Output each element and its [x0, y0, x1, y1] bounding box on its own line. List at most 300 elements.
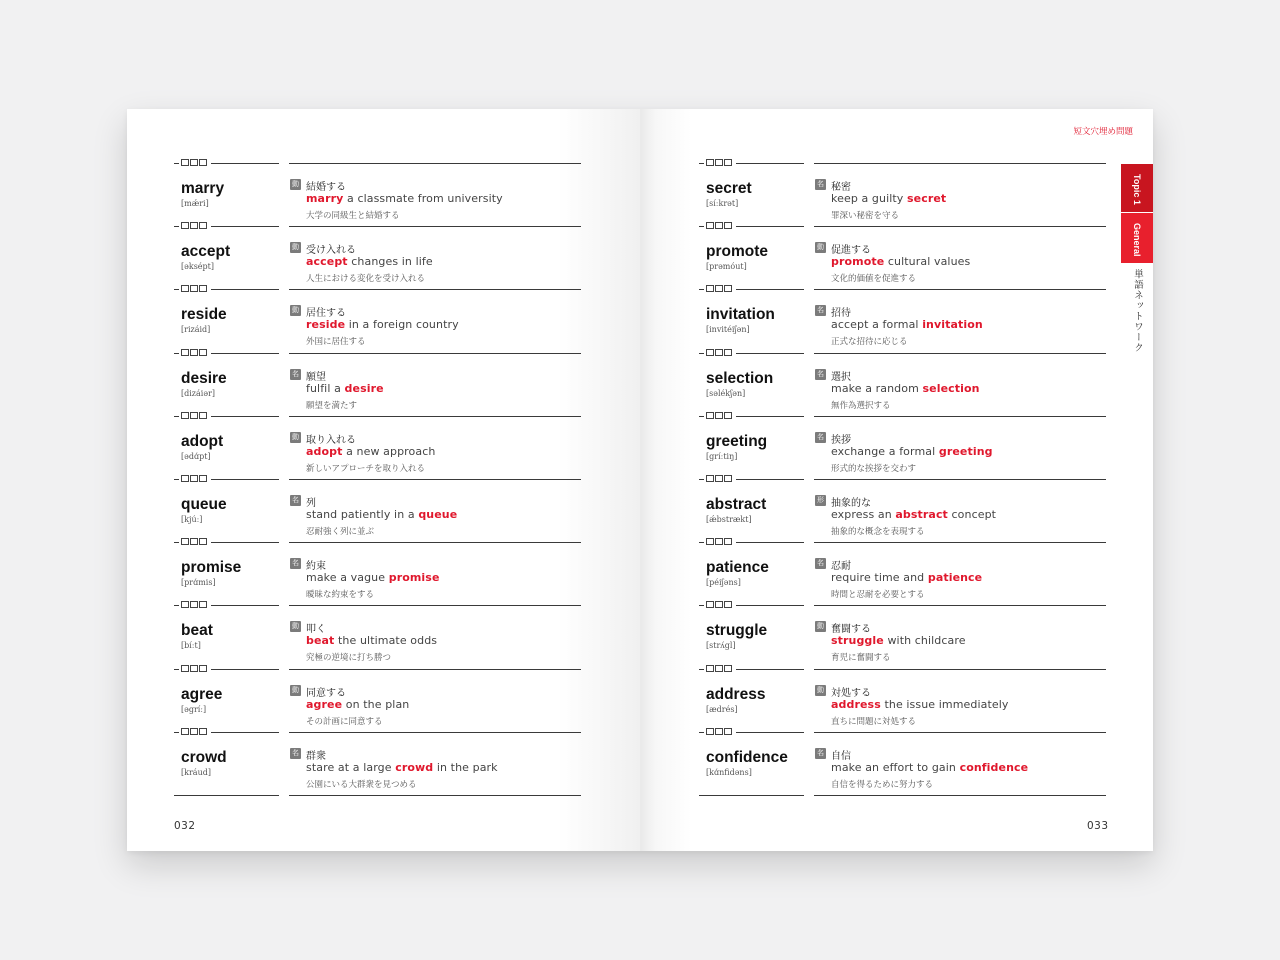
pronunciation: [invitéiʃən]	[706, 325, 750, 335]
entry-rule	[736, 416, 804, 417]
checkbox[interactable]	[190, 475, 198, 482]
japanese-meaning: 対処する	[831, 687, 871, 699]
check-boxes[interactable]	[706, 665, 732, 672]
entry-rule	[814, 416, 1106, 417]
checkbox[interactable]	[181, 412, 189, 419]
entry-rule	[211, 605, 279, 606]
checkbox[interactable]	[706, 538, 714, 545]
entry-rule	[699, 479, 704, 480]
entry-rule	[174, 669, 179, 670]
headword: abstract	[706, 496, 767, 513]
part-of-speech-badge: 名	[817, 369, 824, 378]
example-phrase	[831, 255, 970, 268]
headword: adopt	[181, 432, 224, 450]
check-boxes[interactable]	[181, 665, 207, 672]
example-translation: 公園にいる大群衆を見つめる	[306, 779, 417, 790]
example-translation: 外国に居住する	[306, 337, 366, 348]
part-of-speech-badge: 名	[292, 369, 299, 378]
entry-rule	[211, 669, 279, 670]
entry-rule	[699, 289, 704, 290]
example-phrase	[831, 634, 966, 647]
pronunciation: [kjúː]	[181, 515, 203, 524]
checkbox[interactable]	[181, 349, 189, 356]
checkbox[interactable]	[715, 159, 723, 166]
bottom-rule-left	[699, 795, 804, 796]
entry-rule	[289, 479, 581, 480]
vocab-entry	[640, 289, 1153, 352]
checkbox[interactable]	[706, 349, 714, 356]
part-of-speech-badge: 名	[292, 748, 299, 757]
entry-rule	[699, 732, 704, 733]
example-translation: 究極の逆境に打ち勝つ	[306, 653, 392, 664]
example-phrase	[306, 382, 384, 395]
entry-rule	[174, 226, 179, 227]
example-pre: make an effort to gain	[831, 760, 960, 774]
check-boxes[interactable]	[706, 475, 732, 482]
japanese-meaning: 願望	[306, 371, 326, 383]
headword: patience	[706, 559, 769, 577]
entry-rule	[699, 163, 704, 164]
checkbox[interactable]	[724, 159, 732, 166]
checkbox[interactable]	[199, 728, 207, 735]
checkbox[interactable]	[715, 349, 723, 356]
entry-rule	[736, 163, 804, 164]
check-boxes[interactable]	[706, 159, 732, 166]
example-phrase	[306, 698, 409, 711]
entry-rule	[736, 732, 804, 733]
japanese-meaning: 忍耐	[831, 561, 851, 573]
vocab-entry	[640, 669, 1153, 732]
headword: marry	[181, 180, 225, 197]
headword: crowd	[181, 748, 227, 766]
entry-rule	[814, 542, 1106, 543]
checkbox[interactable]	[181, 475, 189, 482]
check-boxes[interactable]	[181, 285, 207, 292]
example-translation: 願望を満たす	[306, 400, 358, 411]
checkbox[interactable]	[706, 285, 714, 292]
entry-rule	[814, 732, 1106, 733]
headword: struggle	[706, 622, 768, 640]
part-of-speech-badge: 名	[817, 306, 824, 315]
checkbox[interactable]	[724, 475, 732, 482]
example-keyword: promise	[388, 571, 440, 585]
checkbox[interactable]	[181, 285, 189, 292]
part-of-speech-badge: 動	[292, 180, 299, 188]
check-boxes[interactable]	[181, 159, 207, 166]
checkbox[interactable]	[181, 665, 189, 672]
example-phrase	[831, 571, 982, 584]
headword: agree	[181, 685, 223, 703]
entry-rule	[736, 542, 804, 543]
part-of-speech-badge: 動	[817, 622, 824, 631]
japanese-meaning: 居住する	[306, 308, 346, 320]
example-post: in a foreign country	[345, 318, 459, 332]
headword: reside	[181, 306, 227, 324]
pronunciation: [síːkrət]	[706, 199, 739, 208]
pronunciation: [səlékʃən]	[706, 388, 746, 398]
part-of-speech-badge: 名	[817, 432, 824, 441]
example-pre: stand patiently in a	[306, 508, 419, 521]
headword: desire	[181, 369, 227, 387]
checkbox[interactable]	[199, 285, 207, 292]
example-keyword: desire	[344, 381, 384, 395]
checkbox[interactable]	[715, 601, 723, 608]
part-of-speech-badge: 動	[292, 306, 299, 315]
example-post: with childcare	[883, 634, 966, 648]
check-boxes[interactable]	[706, 538, 732, 545]
left-page	[127, 109, 640, 851]
vocab-entry	[127, 289, 640, 352]
headword: accept	[181, 243, 231, 261]
entry-rule	[699, 416, 704, 417]
headword: greeting	[706, 432, 768, 450]
example-pre: make a vague	[306, 571, 389, 585]
checkbox[interactable]	[724, 222, 732, 229]
entry-rule	[174, 542, 179, 543]
example-pre: stare at a large	[306, 760, 396, 774]
example-translation: 曖昧な約束をする	[306, 590, 375, 601]
headword: beat	[181, 622, 213, 640]
checkbox[interactable]	[190, 665, 198, 672]
checkbox[interactable]	[190, 538, 198, 545]
japanese-meaning: 同意する	[306, 687, 346, 699]
example-pre: accept a formal	[831, 318, 923, 332]
entry-rule	[289, 163, 581, 164]
example-phrase	[831, 192, 946, 205]
checkbox[interactable]	[724, 349, 732, 356]
checkbox[interactable]	[190, 412, 198, 419]
entry-rule	[211, 226, 279, 227]
example-keyword: greeting	[938, 444, 993, 458]
japanese-meaning: 挨拶	[831, 434, 851, 446]
entry-rule	[211, 289, 279, 290]
headword: selection	[706, 369, 774, 387]
example-keyword: invitation	[922, 318, 983, 332]
pronunciation: [əksépt]	[181, 262, 214, 272]
headword: address	[706, 685, 766, 703]
example-translation: 形式的な挨拶を交わす	[831, 463, 917, 474]
checkbox[interactable]	[199, 538, 207, 545]
entry-rule	[699, 542, 704, 543]
entry-rule	[174, 732, 179, 733]
japanese-meaning: 叩く	[306, 624, 326, 636]
example-translation: 大学の同級生と結婚する	[306, 211, 400, 221]
pronunciation: [bíːt]	[181, 641, 201, 651]
entry-rule	[174, 416, 179, 417]
example-pre: exchange a formal	[831, 444, 939, 458]
checkbox[interactable]	[199, 349, 207, 356]
entry-rule	[814, 605, 1106, 606]
bottom-rule-right	[814, 795, 1106, 796]
example-pre: fulfil a	[306, 381, 345, 395]
book-spread	[127, 109, 1153, 851]
example-post: a classmate from university	[343, 192, 503, 205]
checkbox[interactable]	[706, 665, 714, 672]
checkbox[interactable]	[190, 285, 198, 292]
pronunciation: [mǽri]	[181, 199, 209, 208]
pronunciation: [prəmóut]	[706, 262, 747, 272]
checkbox[interactable]	[199, 601, 207, 608]
checkbox[interactable]	[715, 475, 723, 482]
entry-rule	[211, 479, 279, 480]
example-pre: express an	[831, 508, 896, 521]
pronunciation: [dizáiər]	[181, 388, 216, 398]
checkbox[interactable]	[706, 475, 714, 482]
part-of-speech-badge: 名	[817, 180, 824, 188]
entry-rule	[211, 542, 279, 543]
example-keyword: beat	[306, 634, 335, 648]
checkbox[interactable]	[190, 601, 198, 608]
part-of-speech-badge: 名	[817, 559, 824, 568]
example-phrase	[306, 255, 433, 268]
vocab-entry	[640, 542, 1153, 605]
japanese-meaning: 受け入れる	[306, 245, 356, 257]
example-post: on the plan	[342, 697, 410, 711]
example-pre: keep a guilty	[831, 192, 908, 205]
vocab-entry	[127, 416, 640, 479]
checkbox[interactable]	[181, 601, 189, 608]
checkbox[interactable]	[181, 728, 189, 735]
example-keyword: promote	[831, 255, 885, 269]
entry-rule	[211, 416, 279, 417]
vocab-entry	[127, 163, 640, 226]
pronunciation: [ǽbstrækt]	[706, 515, 752, 524]
entry-rule	[174, 163, 179, 164]
entry-rule	[699, 605, 704, 606]
checkbox[interactable]	[190, 349, 198, 356]
example-phrase	[831, 761, 1028, 774]
entry-rule	[174, 605, 179, 606]
headword: secret	[706, 180, 752, 197]
check-boxes[interactable]	[181, 475, 207, 482]
example-keyword: abstract	[895, 508, 948, 521]
part-of-speech-badge: 動	[817, 685, 824, 694]
pronunciation: [kɑ́nfidəns]	[706, 767, 752, 777]
japanese-meaning: 列	[306, 498, 316, 509]
example-translation: 直ちに問題に対処する	[831, 716, 917, 727]
vocab-entry	[127, 732, 640, 795]
example-keyword: agree	[306, 697, 343, 711]
checkbox[interactable]	[724, 412, 732, 419]
vocab-entry	[640, 479, 1153, 542]
example-post: the issue immediately	[880, 697, 1009, 711]
page-number: 032	[174, 820, 196, 832]
entry-rule	[289, 226, 581, 227]
tab-topic[interactable]: Topic 1	[1121, 164, 1153, 212]
japanese-meaning: 奮闘する	[831, 624, 871, 636]
check-boxes[interactable]	[181, 728, 207, 735]
example-phrase	[831, 382, 980, 395]
vocab-entry	[127, 226, 640, 289]
entry-rule	[289, 669, 581, 670]
headword: promote	[706, 243, 768, 261]
checkbox[interactable]	[199, 222, 207, 229]
part-of-speech-badge: 動	[292, 685, 299, 694]
checkbox[interactable]	[724, 601, 732, 608]
checkbox[interactable]	[715, 285, 723, 292]
example-keyword: accept	[306, 255, 348, 269]
pronunciation: [gríːtiŋ]	[706, 451, 738, 461]
check-boxes[interactable]	[181, 601, 207, 608]
example-keyword: marry	[306, 192, 344, 205]
part-of-speech-badge: 形	[817, 496, 824, 504]
checkbox[interactable]	[715, 728, 723, 735]
check-boxes[interactable]	[181, 222, 207, 229]
entry-rule	[736, 669, 804, 670]
vocab-entry	[640, 353, 1153, 416]
checkbox[interactable]	[715, 222, 723, 229]
pronunciation: [kráud]	[181, 767, 211, 777]
checkbox[interactable]	[706, 412, 714, 419]
example-translation: 無作為選択する	[831, 400, 891, 411]
check-boxes[interactable]	[181, 412, 207, 419]
part-of-speech-badge: 動	[292, 432, 299, 441]
page-number: 033	[1087, 820, 1109, 832]
example-translation: 自信を得るために努力する	[831, 779, 934, 790]
checkbox[interactable]	[199, 665, 207, 672]
entry-rule	[814, 669, 1106, 670]
check-boxes[interactable]	[706, 222, 732, 229]
japanese-meaning: 促進する	[831, 245, 871, 257]
example-keyword: reside	[306, 318, 346, 332]
japanese-meaning: 取り入れる	[306, 434, 356, 446]
checkbox[interactable]	[706, 601, 714, 608]
example-translation: 罪深い秘密を守る	[831, 211, 900, 221]
checkbox[interactable]	[181, 538, 189, 545]
japanese-meaning: 招待	[831, 308, 851, 320]
check-boxes[interactable]	[706, 728, 732, 735]
checkbox[interactable]	[724, 728, 732, 735]
entry-rule	[814, 226, 1106, 227]
check-boxes[interactable]	[706, 412, 732, 419]
check-boxes[interactable]	[706, 285, 732, 292]
example-keyword: confidence	[959, 760, 1029, 774]
example-phrase	[306, 571, 440, 584]
checkbox[interactable]	[715, 665, 723, 672]
entry-rule	[814, 163, 1106, 164]
vocab-entry	[127, 542, 640, 605]
japanese-meaning: 結婚する	[306, 182, 346, 193]
vocab-entry	[640, 732, 1153, 795]
vocab-entry	[127, 669, 640, 732]
entry-rule	[736, 605, 804, 606]
example-keyword: crowd	[395, 760, 434, 774]
entry-rule	[736, 289, 804, 290]
example-keyword: adopt	[306, 444, 343, 458]
japanese-meaning: 選択	[831, 371, 851, 383]
checkbox[interactable]	[706, 159, 714, 166]
checkbox[interactable]	[715, 412, 723, 419]
example-keyword: queue	[418, 508, 458, 521]
section-header-label: 短文穴埋め問題	[1073, 127, 1133, 137]
example-translation: その計画に同意する	[306, 716, 383, 727]
entry-rule	[289, 416, 581, 417]
check-boxes[interactable]	[706, 349, 732, 356]
example-translation: 文化的価値を促進する	[831, 274, 917, 285]
checkbox[interactable]	[199, 412, 207, 419]
part-of-speech-badge: 動	[292, 243, 299, 252]
check-boxes[interactable]	[181, 538, 207, 545]
checkbox[interactable]	[181, 159, 189, 166]
example-phrase	[831, 445, 993, 458]
example-post: changes in life	[347, 255, 433, 269]
example-phrase	[306, 318, 459, 331]
checkbox[interactable]	[706, 222, 714, 229]
entry-rule	[289, 542, 581, 543]
checkbox[interactable]	[724, 285, 732, 292]
vocab-entry	[640, 416, 1153, 479]
example-phrase	[306, 192, 503, 205]
checkbox[interactable]	[706, 728, 714, 735]
japanese-meaning: 抽象的な	[831, 498, 871, 509]
entry-rule	[814, 289, 1106, 290]
right-page	[640, 109, 1153, 851]
checkbox[interactable]	[190, 159, 198, 166]
vocab-entry	[127, 353, 640, 416]
check-boxes[interactable]	[181, 349, 207, 356]
example-translation: 人生における変化を受け入れる	[306, 274, 426, 285]
entry-rule	[289, 605, 581, 606]
example-phrase	[831, 318, 983, 331]
entry-rule	[699, 226, 704, 227]
entry-rule	[174, 479, 179, 480]
pronunciation: [péiʃəns]	[706, 578, 741, 588]
part-of-speech-badge: 名	[292, 496, 299, 504]
japanese-meaning: 自信	[831, 750, 851, 762]
pronunciation: [əgríː]	[181, 704, 207, 714]
example-translation: 抽象的な概念を表現する	[831, 527, 925, 537]
checkbox[interactable]	[724, 665, 732, 672]
entry-rule	[736, 353, 804, 354]
example-post: in the park	[433, 760, 498, 774]
example-translation: 新しいアプローチを取り入れる	[306, 463, 426, 474]
example-translation: 育児に奮闘する	[831, 653, 891, 664]
example-post: concept	[947, 508, 997, 521]
entry-rule	[699, 669, 704, 670]
example-phrase	[306, 508, 457, 521]
part-of-speech-badge: 動	[292, 622, 299, 631]
entry-rule	[289, 289, 581, 290]
checkbox[interactable]	[190, 728, 198, 735]
part-of-speech-badge: 動	[817, 243, 824, 252]
check-boxes[interactable]	[706, 601, 732, 608]
part-of-speech-badge: 名	[292, 559, 299, 568]
example-post: a new approach	[342, 444, 436, 458]
example-phrase	[831, 698, 1009, 711]
example-translation: 正式な招待に応じる	[831, 337, 908, 348]
pronunciation: [rizáid]	[181, 325, 211, 335]
checkbox[interactable]	[724, 538, 732, 545]
checkbox[interactable]	[199, 159, 207, 166]
tab-general[interactable]: General	[1121, 213, 1153, 263]
entry-rule	[289, 732, 581, 733]
checkbox[interactable]	[181, 222, 189, 229]
entry-rule	[289, 353, 581, 354]
entry-rule	[814, 479, 1106, 480]
entry-rule	[736, 479, 804, 480]
entry-rule	[174, 289, 179, 290]
checkbox[interactable]	[199, 475, 207, 482]
headword: promise	[181, 559, 242, 577]
japanese-meaning: 約束	[306, 561, 326, 573]
vocab-entry	[640, 605, 1153, 668]
checkbox[interactable]	[715, 538, 723, 545]
headword: invitation	[706, 306, 775, 324]
entry-rule	[211, 163, 279, 164]
checkbox[interactable]	[190, 222, 198, 229]
example-keyword: patience	[927, 571, 983, 585]
entry-rule	[814, 353, 1106, 354]
